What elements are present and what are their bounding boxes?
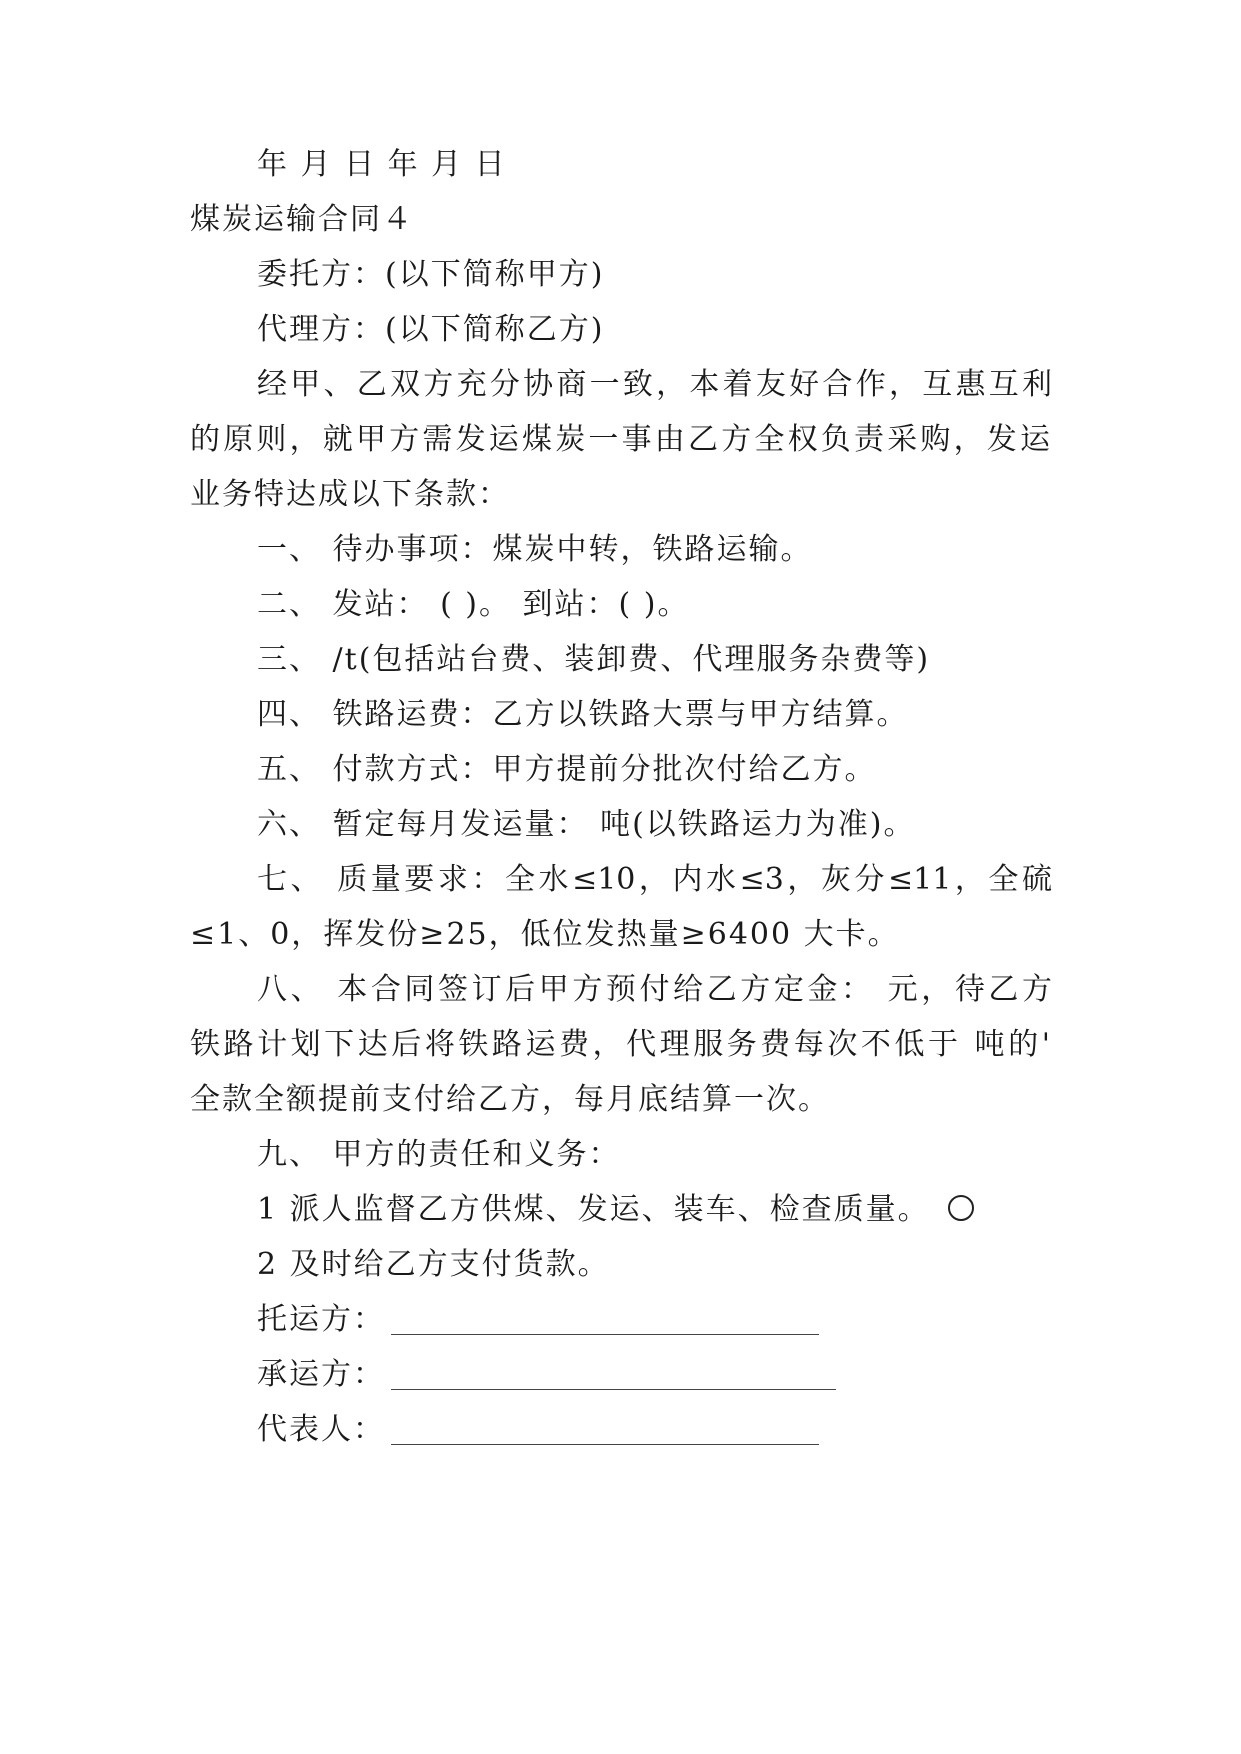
circle-icon [948, 1195, 974, 1221]
preamble-line-2: 的原则，就甲方需发运煤炭一事由乙方全权负责采购，发运 [190, 422, 1050, 457]
clause-8-line-3: 全款全额提前支付给乙方，每月底结算一次。 [190, 1082, 830, 1117]
shipper-label: 托运方： [257, 1302, 385, 1337]
clause-9-item-1-text: 1 派人监督乙方供煤、发运、装车、检查质量。 [257, 1192, 930, 1227]
representative-signature-row [257, 1412, 819, 1447]
date-line: 年 月 日 年 月 日 [257, 147, 507, 182]
clause-4: 四、 铁路运费：乙方以铁路大票与甲方结算。 [257, 697, 909, 732]
carrier-signature-field[interactable] [391, 1365, 836, 1390]
clause-1: 一、 待办事项：煤炭中转，铁路运输。 [257, 532, 813, 567]
preamble-line-1: 经甲、乙双方充分协商一致，本着友好合作，互惠互利 [257, 367, 1052, 402]
contract-title: 煤炭运输合同４ [190, 202, 414, 237]
clause-3: 三、 /t(包括站台费、装卸费、代理服务杂费等) [257, 642, 931, 677]
representative-signature-field[interactable] [391, 1420, 819, 1445]
clause-9-item-2: 2 及时给乙方支付货款。 [257, 1247, 610, 1282]
clause-7-line-1: 七、 质量要求：全水≤10，内水≤3，灰分≤11，全硫 [257, 862, 1052, 897]
clause-6: 六、 暂定每月发运量： 吨(以铁路运力为准)。 [257, 807, 916, 842]
clause-5: 五、 付款方式：甲方提前分批次付给乙方。 [257, 752, 877, 787]
shipper-signature-field[interactable] [391, 1310, 819, 1335]
clause-9: 九、 甲方的责任和义务： [257, 1137, 621, 1172]
client-party: 委托方：(以下简称甲方) [257, 257, 605, 292]
clause-9-item-1 [257, 1192, 974, 1227]
clause-2: 二、 发站： ( )。 到站：( )。 [257, 587, 690, 622]
representative-label: 代表人： [257, 1412, 385, 1447]
carrier-label: 承运方： [257, 1357, 385, 1392]
clause-7-line-2: ≤1、0，挥发份≥25，低位发热量≥6400 大卡。 [190, 917, 900, 952]
clause-8-line-2: 铁路计划下达后将铁路运费，代理服务费每次不低于 吨的' [190, 1027, 1050, 1062]
clause-8-line-1: 八、 本合同签订后甲方预付给乙方定金： 元，待乙方 [257, 972, 1052, 1007]
preamble-line-3: 业务特达成以下条款： [190, 477, 510, 512]
shipper-signature-row [257, 1302, 819, 1337]
agent-party: 代理方：(以下简称乙方) [257, 312, 605, 347]
carrier-signature-row [257, 1357, 836, 1392]
